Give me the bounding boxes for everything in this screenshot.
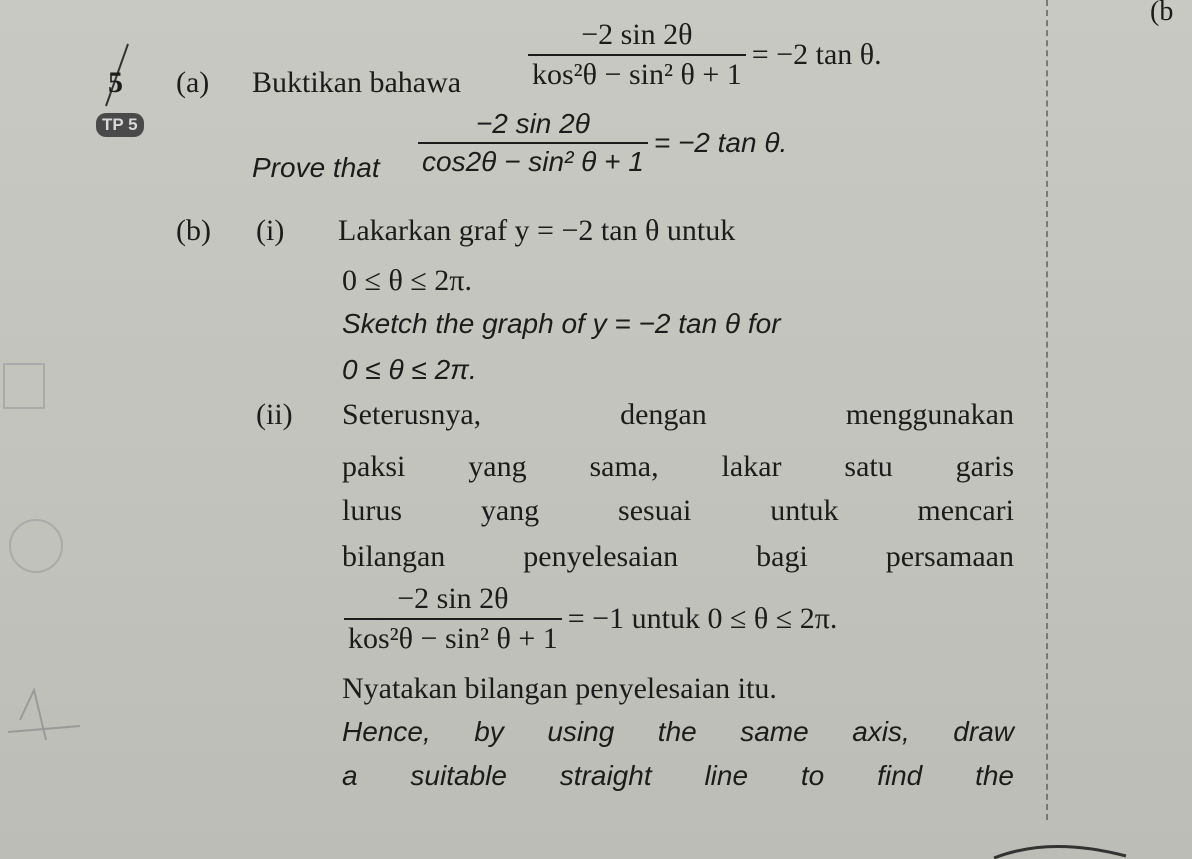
part-b-ii-equation-fraction [344, 582, 562, 656]
fraction-denominator: kos²θ − sin² θ + 1 [528, 54, 746, 92]
part-b-i-en-line1: Sketch the graph of y = −2 tan θ for [342, 308, 781, 339]
part-a-en-prefix: Prove that [252, 152, 380, 183]
part-a-en-fraction [418, 108, 648, 178]
part-b-ii-ms-line5: Nyatakan bilangan penyelesaian itu. [342, 672, 777, 705]
part-a-ms-fraction [528, 18, 746, 92]
part-b-i-label: (i) [256, 214, 285, 247]
part-a-ms-rhs: = −2 tan θ. [751, 38, 882, 71]
part-a-label: (a) [176, 66, 210, 99]
part-b-ii-ms-line1: Seterusnya, dengan menggunakan [342, 398, 1014, 431]
question-number: 5 [108, 66, 123, 99]
part-a-ms-prefix: Buktikan bahawa [252, 66, 462, 99]
part-b-ii-ms-line4: bilangan penyelesaian bagi persamaan [342, 540, 1014, 573]
margin-pencil-marks [0, 360, 90, 780]
part-b-i-ms-line2: 0 ≤ θ ≤ 2π. [342, 264, 472, 297]
part-b-ii-equation-rhs: = −1 untuk 0 ≤ θ ≤ 2π. [567, 602, 838, 635]
corner-label: (b [1150, 0, 1174, 27]
fraction-numerator: −2 sin 2θ [397, 582, 509, 615]
page-edge-mark [990, 836, 1130, 859]
part-b-ii-ms-line2: paksi yang sama, lakar satu garis [342, 450, 1014, 483]
margin-dashed-line [1046, 0, 1048, 820]
fraction-numerator: −2 sin 2θ [581, 18, 693, 51]
part-b-ii-label: (ii) [256, 398, 293, 431]
part-b-ii-ms-line3: lurus yang sesuai untuk mencari [342, 494, 1014, 527]
fraction-denominator: cos2θ − sin² θ + 1 [418, 142, 648, 178]
part-b-i-en-line2: 0 ≤ θ ≤ 2π. [342, 354, 477, 385]
tp-badge: TP 5 [96, 113, 144, 137]
part-b-label: (b) [176, 214, 211, 247]
part-b-ii-en-line2: a suitable straight line to find the [342, 760, 1014, 791]
part-a-en-rhs: = −2 tan θ. [653, 127, 788, 158]
part-b-i-ms-line1: Lakarkan graf y = −2 tan θ untuk [338, 214, 736, 247]
part-b-ii-en-line1: Hence, by using the same axis, draw [342, 716, 1014, 747]
fraction-denominator: kos²θ − sin² θ + 1 [344, 618, 562, 656]
fraction-numerator: −2 sin 2θ [475, 108, 590, 139]
